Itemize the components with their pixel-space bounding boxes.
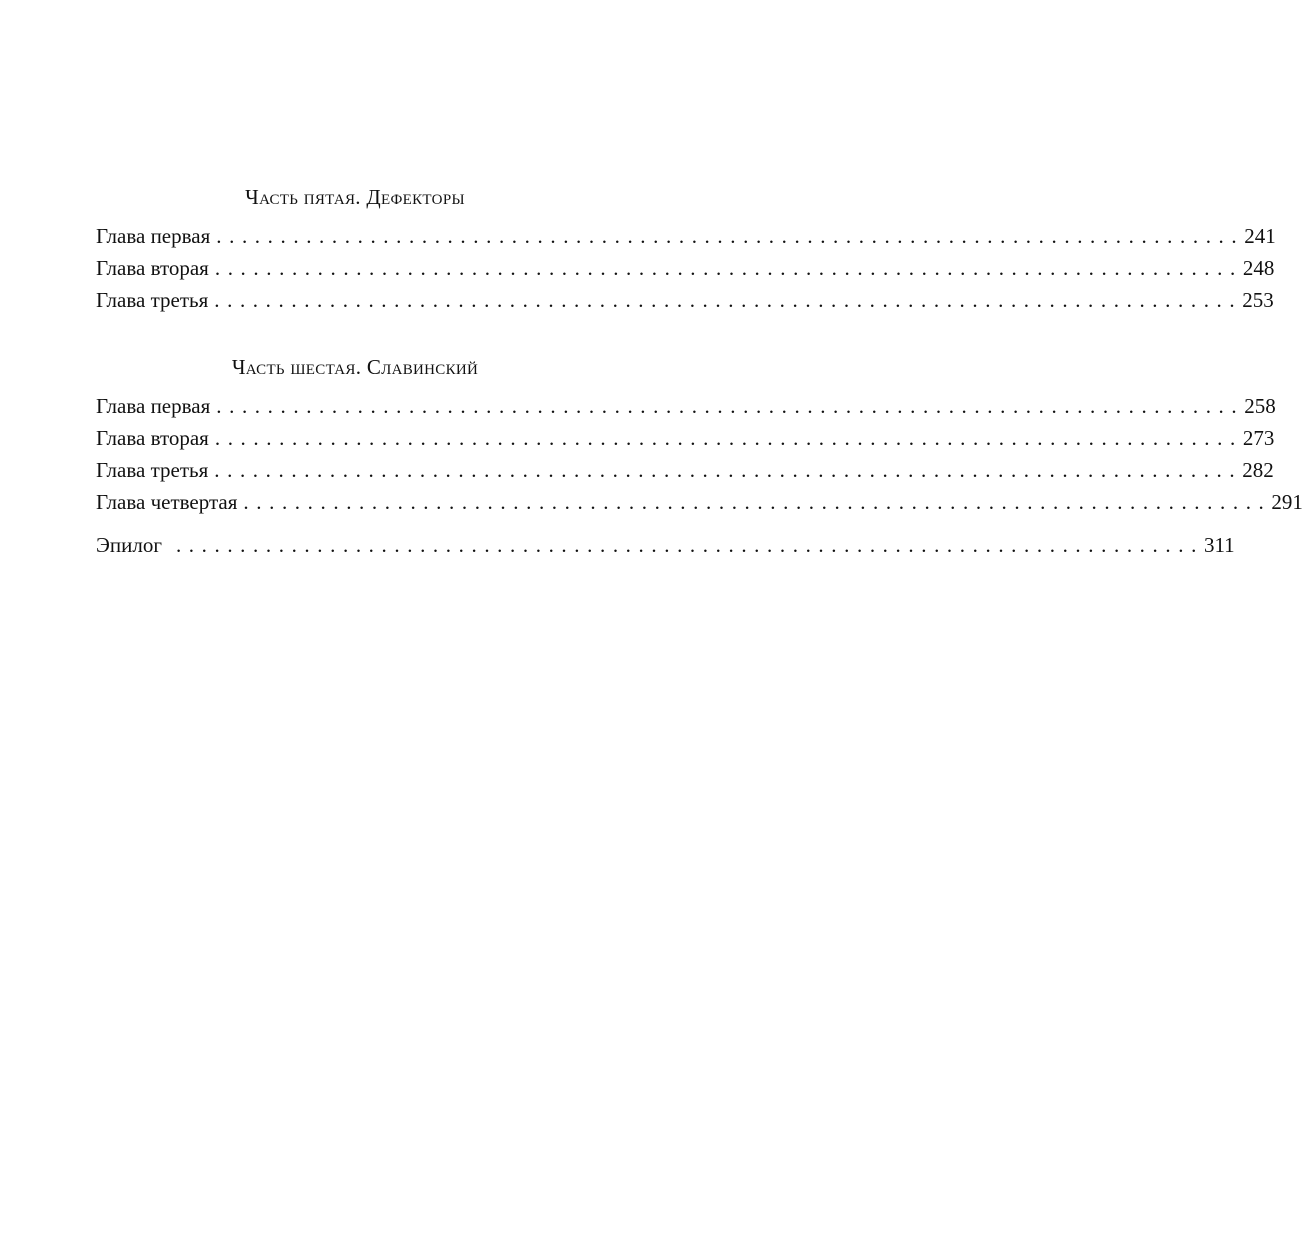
- dot-leader: ................................................................................: [243, 490, 1272, 514]
- epilogue-title: Эпилог: [96, 533, 162, 557]
- chapter-title: Глава первая: [96, 224, 211, 248]
- dot-leader: ................................................................................: [214, 426, 1243, 450]
- page-number: 291: [1271, 490, 1303, 514]
- toc-entry-epilogue: [96, 532, 1235, 558]
- dot-leader: ................................................................................: [214, 458, 1243, 482]
- toc-entry: [96, 223, 1276, 249]
- page-number: 282: [1242, 458, 1274, 482]
- dot-leader: ................................................................................: [216, 394, 1245, 418]
- chapter-title: Глава первая: [96, 394, 211, 418]
- part-heading: Часть шестая. Славинский: [231, 355, 479, 379]
- toc-entry: [96, 489, 1303, 515]
- toc-entry: [96, 457, 1274, 483]
- dot-leader: ................................................................................: [214, 256, 1243, 280]
- page-number: 311: [1203, 533, 1235, 557]
- dot-leader: ................................................................................: [216, 224, 1245, 248]
- page-number: 258: [1244, 394, 1276, 418]
- chapter-title: Глава вторая: [96, 426, 209, 450]
- chapter-title: Глава третья: [96, 458, 209, 482]
- page-number: 248: [1242, 256, 1275, 280]
- toc-entry: [96, 287, 1274, 313]
- toc-entry: [96, 425, 1275, 451]
- dot-leader: ................................................................................: [214, 288, 1243, 312]
- part-heading: Часть пятая. Дефекторы: [245, 185, 465, 209]
- toc-entry: [96, 393, 1276, 419]
- page-number: 241: [1244, 224, 1276, 248]
- toc-entry: [96, 255, 1275, 281]
- page-number: 273: [1242, 426, 1275, 450]
- dot-leader: ................................................................................: [175, 533, 1204, 557]
- chapter-title: Глава вторая: [96, 256, 209, 280]
- chapter-title: Глава четвертая: [96, 490, 238, 514]
- page-number: 253: [1242, 288, 1274, 312]
- chapter-title: Глава третья: [96, 288, 209, 312]
